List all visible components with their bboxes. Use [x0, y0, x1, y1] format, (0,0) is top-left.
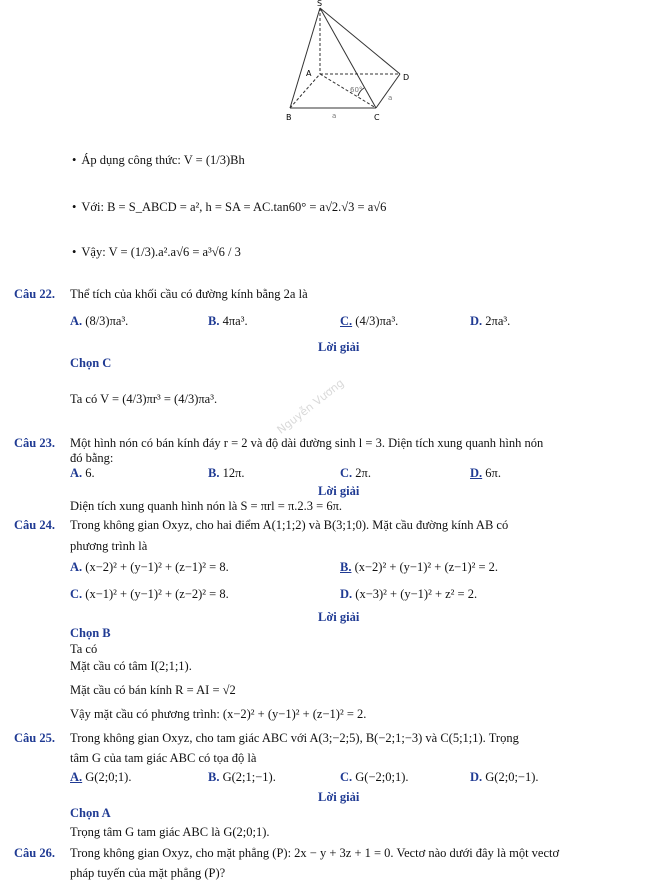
label-C: C [374, 113, 380, 122]
q22-number: Câu 22. [14, 287, 55, 301]
q22-option-d [470, 314, 510, 329]
q24-b-label: B. [340, 560, 352, 574]
label-B: B [286, 113, 292, 122]
q23-option-c [340, 466, 371, 481]
intro-line-1: • Áp dụng công thức: V = (1/3)Bh [72, 153, 245, 168]
q26-text-1: Trong không gian Oxyz, cho mặt phẳng (P): 2x − y + 3z + 1 = 0. Vectơ nào dưới đây là một vectơ [70, 846, 560, 860]
q22-d-text: 2πa³. [485, 314, 511, 328]
watermark: Nguyễn Vương [274, 376, 347, 437]
label-a-bottom: a [332, 112, 337, 120]
q26-text-2: pháp tuyến của mặt phẳng (P)? [70, 866, 226, 880]
q25-number: Câu 25. [14, 731, 55, 745]
q24-b-text: (x−2)² + (y−1)² + (z−1)² = 2. [354, 560, 499, 574]
q25-text-1: Trong không gian Oxyz, cho tam giác ABC với A(3;−2;5), B(−2;1;−3) và C(5;1;1). Trọng [70, 731, 519, 745]
q22-a-label: A. [70, 314, 83, 328]
q23-a-text: 6. [85, 466, 95, 480]
q23-b-label: B. [208, 466, 220, 480]
q24-number: Câu 24. [14, 518, 55, 532]
q25-c-text: G(−2;0;1). [355, 770, 409, 784]
q24-a-text: (x−2)² + (y−1)² + (z−1)² = 8. [85, 560, 229, 574]
q24-a-label: A. [70, 560, 83, 574]
label-S: S [317, 0, 323, 8]
q25-option-c [340, 770, 409, 785]
q22-d-label: D. [470, 314, 483, 328]
label-D: D [403, 73, 410, 82]
q25-option-a [70, 770, 131, 785]
q23-option-a [70, 466, 95, 481]
pyramid-figure [270, 0, 420, 128]
q22-option-c [340, 314, 398, 329]
q23-option-d [470, 466, 501, 481]
q25-a-text: G(2;0;1). [85, 770, 132, 784]
q24-option-d [340, 587, 477, 602]
q23-c-text: 2π. [355, 466, 371, 480]
q24-option-c [70, 587, 229, 602]
q24-option-a [70, 560, 229, 575]
q22-text: Thể tích của khối cầu có đường kính bằng 2a là [70, 287, 308, 301]
q25-b-text: G(2;1;−1). [222, 770, 276, 784]
q24-work-3: Mặt cầu có bán kính R = AI = √2 [70, 683, 236, 697]
q25-b-label: B. [208, 770, 220, 784]
q25-choice: Chọn A [70, 806, 111, 820]
q23-d-label: D. [470, 466, 483, 480]
q22-solution-title: Lời giải [318, 340, 360, 354]
q24-text-1: Trong không gian Oxyz, cho hai điểm A(1;1;2) và B(3;1;0). Mặt cầu đường kính AB có [70, 518, 509, 532]
q25-c-label: C. [340, 770, 353, 784]
q25-solution-title: Lời giải [318, 790, 360, 804]
q24-work-2: Mặt cầu có tâm I(2;1;1). [70, 659, 192, 673]
q25-work: Trọng tâm G tam giác ABC là G(2;0;1). [70, 825, 270, 839]
q25-option-d [470, 770, 539, 785]
q23-option-b [208, 466, 245, 481]
q24-option-b [340, 560, 498, 575]
q24-d-text: (x−3)² + (y−1)² + z² = 2. [355, 587, 478, 601]
q25-option-b [208, 770, 276, 785]
q22-a-text: (8/3)πa³. [85, 314, 129, 328]
intro-line-3: • Vậy: V = (1/3).a².a√6 = a³√6 / 3 [72, 245, 241, 260]
label-A: A [306, 69, 312, 78]
label-a-right: a [388, 94, 393, 102]
q24-work-4: Vậy mặt cầu có phương trình: (x−2)² + (y−1)² + (z−1)² = 2. [70, 707, 367, 721]
q22-work: Ta có V = (4/3)πr³ = (4/3)πa³. [70, 392, 218, 406]
q22-b-label: B. [208, 314, 220, 328]
q23-c-label: C. [340, 466, 353, 480]
q23-text-2: đó bằng: [70, 451, 114, 465]
q23-d-text: 6π. [485, 466, 501, 480]
q22-c-label: C. [340, 314, 353, 328]
q23-number: Câu 23. [14, 436, 55, 450]
q23-b-text: 12π. [222, 466, 245, 480]
q24-c-label: C. [70, 587, 83, 601]
q22-option-b [208, 314, 248, 329]
q25-text-2: tâm G của tam giác ABC có tọa độ là [70, 751, 257, 765]
q22-choice: Chọn C [70, 356, 112, 370]
q23-text-1: Một hình nón có bán kính đáy r = 2 và độ dài đường sinh l = 3. Diện tích xung quanh hình nón [70, 436, 544, 450]
q22-b-text: 4πa³. [222, 314, 248, 328]
q25-d-text: G(2;0;−1). [485, 770, 539, 784]
q24-solution-title: Lời giải [318, 610, 360, 624]
q24-text-2: phương trình là [70, 539, 148, 553]
q24-work-1: Ta có [70, 642, 98, 656]
q24-d-label: D. [340, 587, 353, 601]
q23-solution-title: Lời giải [318, 484, 360, 498]
q25-d-label: D. [470, 770, 483, 784]
intro-line-2: • Với: B = S_ABCD = a², h = SA = AC.tan60° = a√2.√3 = a√6 [72, 200, 386, 215]
q24-choice: Chọn B [70, 626, 111, 640]
q26-number: Câu 26. [14, 846, 55, 860]
q25-a-label: A. [70, 770, 83, 784]
q24-c-text: (x−1)² + (y−1)² + (z−2)² = 8. [85, 587, 229, 601]
q23-a-label: A. [70, 466, 83, 480]
label-angle: 60° [350, 86, 363, 94]
q22-c-text: (4/3)πa³. [355, 314, 399, 328]
q23-work: Diện tích xung quanh hình nón là S = πrl = π.2.3 = 6π. [70, 499, 343, 513]
q22-option-a [70, 314, 128, 329]
